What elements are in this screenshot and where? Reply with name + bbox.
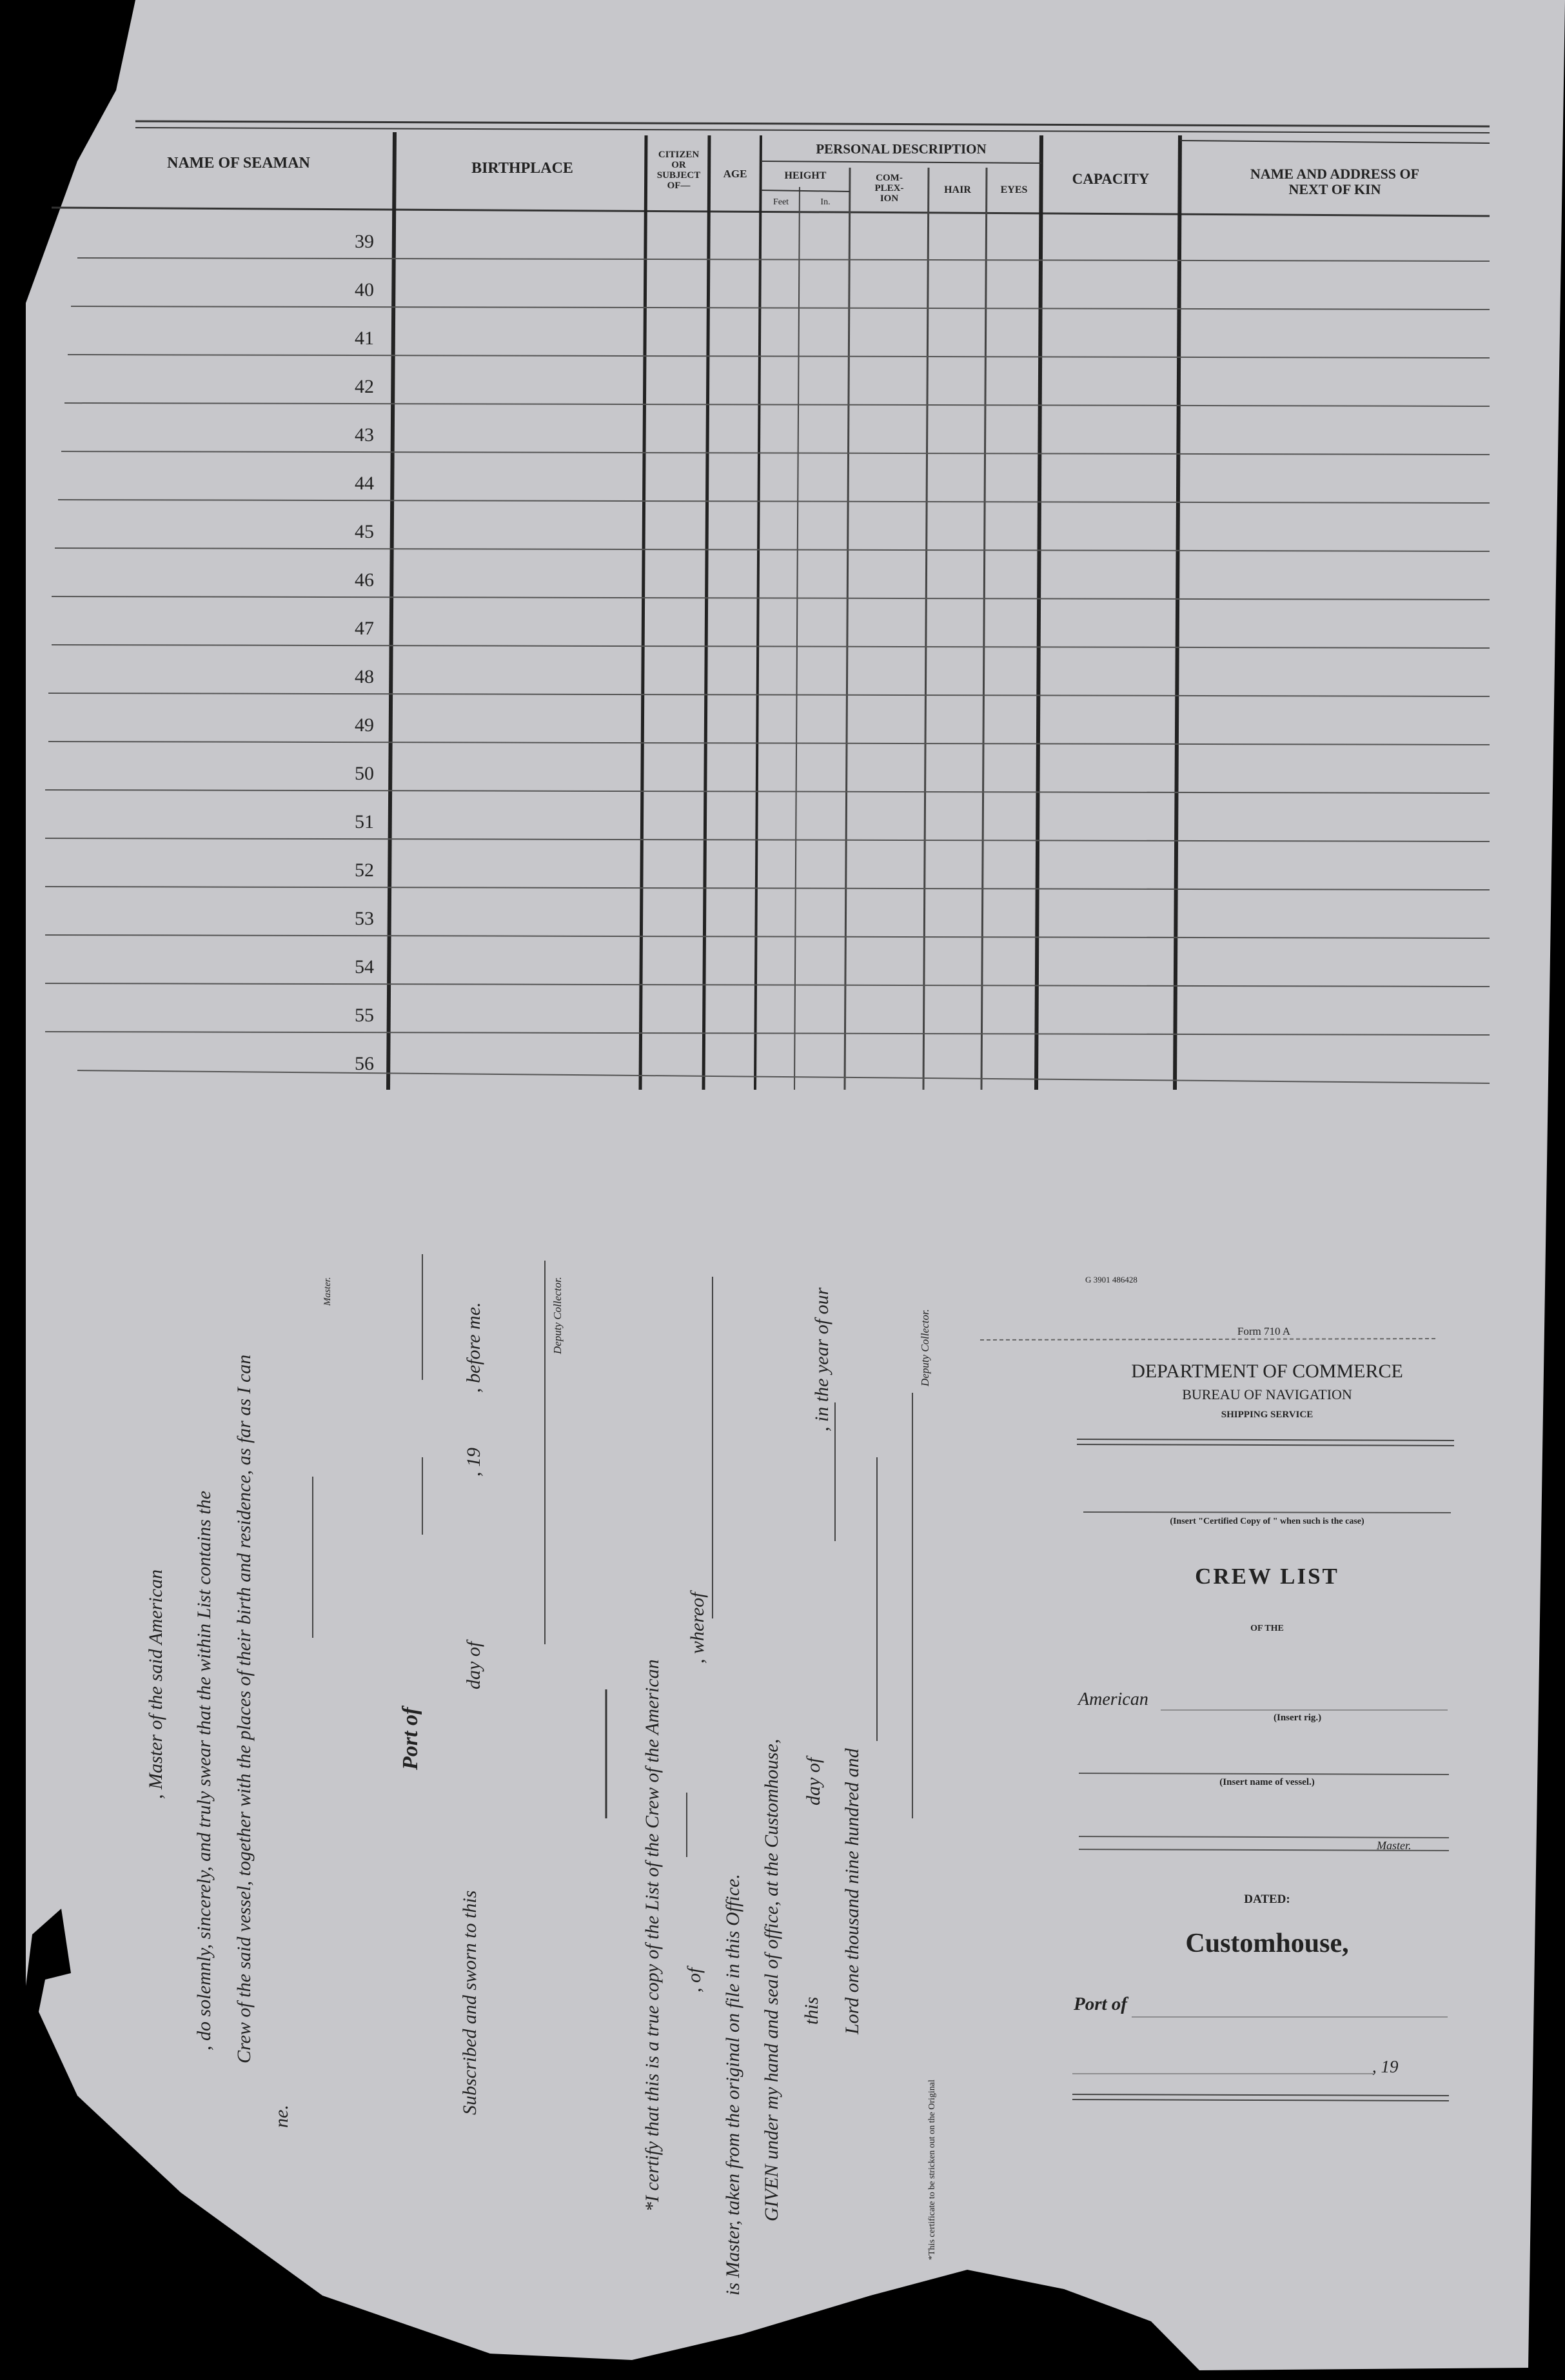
header-complexion-l2: PLEX- [874,183,904,193]
header-complexion [850,173,929,204]
cert-year-of-our: , in the year of our [811,1287,832,1431]
bureau-title: BUREAU OF NAVIGATION [1182,1386,1352,1402]
header-personal-description: PERSONAL DESCRIPTION [816,141,987,157]
row-number-50: 50 [355,763,374,784]
header-citizen [648,150,709,191]
row-number-52: 52 [355,860,374,881]
american-label: American [1078,1689,1148,1709]
department-title: DEPARTMENT OF COMMERCE [1131,1361,1403,1382]
row-number-49: 49 [355,714,374,736]
header-complexion-l1: COM- [876,173,903,183]
service-title: SHIPPING SERVICE [1221,1410,1314,1420]
row-number-44: 44 [355,473,374,494]
cert-lord: Lord one thousand nine hundred and [842,1748,863,2034]
row-number-54: 54 [355,956,374,978]
header-height: HEIGHT [784,170,827,181]
row-number-41: 41 [355,328,374,349]
row-number-55: 55 [355,1005,374,1026]
header-next-of-kin-l1: NAME AND ADDRESS OF [1250,166,1420,182]
crew-list-title: CREW LIST [1195,1564,1339,1589]
oath-subscribed: Subscribed and sworn to this [459,1890,480,2115]
header-citizen-l3: SUBJECT [656,170,701,181]
master-label: Master. [1377,1839,1412,1852]
row-number-46: 46 [355,569,374,591]
oath-line-crew: Crew of the said vessel, together with the places of their birth and residence, as far as I can [233,1354,255,2063]
cert-this: this [801,1996,822,2025]
oath-port-of: Port of [399,1707,422,1770]
cert-footnote: *This certificate to be stricken out on the Original [927,2080,937,2260]
oath-before-me: , before me. [463,1302,484,1393]
insert-vessel-name-note: (Insert name of vessel.) [1219,1777,1315,1787]
dated-label: DATED: [1244,1893,1290,1906]
customhouse-title: Customhouse, [1185,1929,1349,1958]
header-age: AGE [723,168,747,180]
oath-deputy-collector: Deputy Collector. [551,1277,564,1354]
of-the: OF THE [1250,1624,1284,1633]
cert-line-3: is Master, taken from the original on file in this Office. [722,1874,743,2296]
cert-whereof: , whereof [687,1592,708,1664]
oath-day-of: day of [463,1641,484,1689]
oath-line-master: , Master of the said American [145,1569,166,1799]
row-number-39: 39 [355,231,374,252]
form-number: Form 710 A [1237,1325,1291,1337]
row-number-53: 53 [355,908,374,929]
header-eyes: EYES [1000,184,1028,195]
row-number-51: 51 [355,811,374,832]
insert-rig-note: (Insert rig.) [1274,1713,1322,1723]
header-capacity: CAPACITY [1072,171,1150,187]
cert-deputy-collector: Deputy Collector. [919,1309,931,1386]
header-inches: In. [820,197,831,207]
oath-master-label: Master. [322,1277,333,1306]
header-citizen-l2: OR [671,160,686,170]
row-number-43: 43 [355,424,374,446]
port-of-label: Port of [1074,1994,1127,2014]
header-citizen-l1: CITIZEN [658,150,700,160]
cert-day-of: day of [803,1757,824,1805]
cert-line-1: *I certify that this is a true copy of the List of the Crew of the American [642,1659,663,2212]
header-birthplace: BIRTHPLACE [471,160,573,177]
cert-line-given: GIVEN under my hand and seal of office, at the Customhouse, [761,1738,782,2221]
print-code: G 3901 486428 [1085,1275,1137,1284]
year-19-label: , 19 [1372,2057,1399,2076]
row-number-45: 45 [355,521,374,542]
oath-line-ne: ne. [271,2105,292,2128]
header-feet: Feet [773,197,789,207]
oath-line-swear: , do solemnly, sincerely, and truly swear that the within List contains the [193,1490,215,2051]
header-complexion-l3: ION [880,193,899,204]
row-number-56: 56 [355,1053,374,1074]
header-name-of-seaman: NAME OF SEAMAN [167,155,310,172]
row-number-40: 40 [355,279,374,300]
row-number-48: 48 [355,666,374,687]
row-number-42: 42 [355,376,374,397]
insert-certified-note: (Insert "Certified Copy of " when such is the case) [1170,1517,1364,1526]
row-number-47: 47 [355,618,374,639]
header-citizen-l4: OF— [667,181,691,191]
oath-year: , 19 [463,1448,484,1477]
header-next-of-kin-l2: NEXT OF KIN [1288,181,1381,197]
header-next-of-kin [1180,166,1490,197]
header-hair: HAIR [944,184,971,195]
cert-line-of: , of [684,1967,705,1992]
